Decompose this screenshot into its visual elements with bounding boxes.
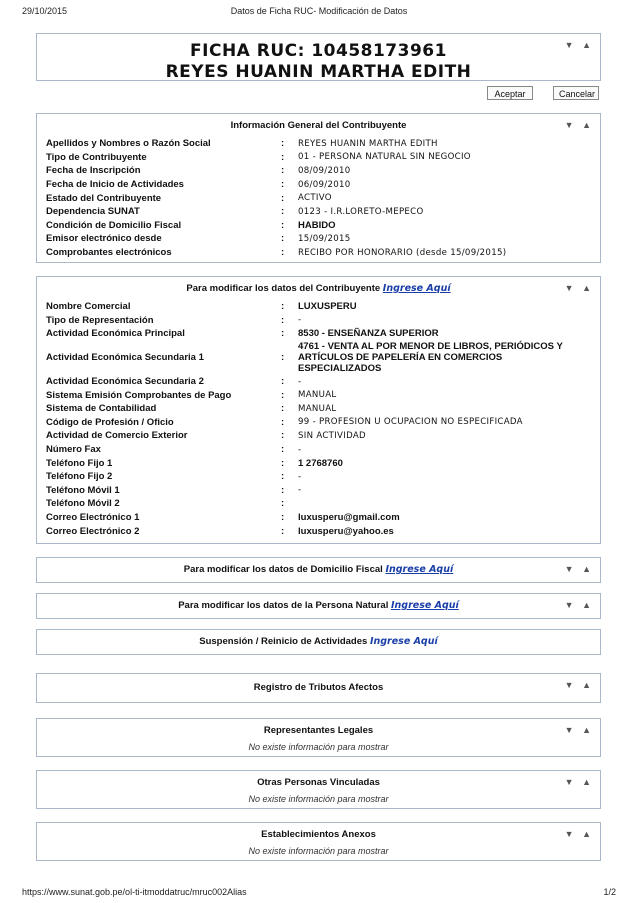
field-value: 1 2768760 <box>298 457 343 469</box>
field-separator: : <box>281 151 285 163</box>
info-row <box>46 341 568 375</box>
info-row <box>46 497 568 511</box>
suspension-panel <box>36 629 601 655</box>
field-separator: : <box>281 328 285 340</box>
general-info-table <box>46 137 568 259</box>
info-row <box>46 232 568 246</box>
field-value: 8530 - ENSEÑANZA SUPERIOR <box>298 328 439 340</box>
info-row <box>46 164 568 178</box>
domicilio-panel <box>36 557 601 583</box>
info-row <box>46 219 568 233</box>
tributos-panel <box>36 673 601 703</box>
field-separator: : <box>281 430 285 442</box>
field-value: 08/09/2010 <box>298 165 351 176</box>
field-value: ACTIVO <box>298 193 332 204</box>
field-value: LUXUSPERU <box>298 301 357 313</box>
field-value: - <box>298 485 302 496</box>
info-row <box>46 246 568 260</box>
info-row <box>46 314 568 328</box>
field-label: Teléfono Fijo 2 <box>46 471 113 483</box>
representantes-title: Representantes Legales <box>263 725 374 736</box>
info-row <box>46 416 568 430</box>
field-label: Actividad Económica Secundaria 1 <box>46 352 204 364</box>
field-label: Emisor electrónico desde <box>46 233 162 245</box>
domicilio-edit-link[interactable]: Ingrese Aquí <box>385 564 454 575</box>
vinculadas-empty-message: No existe información para mostrar <box>248 794 389 804</box>
taxpayer-name: REYES HUANIN MARTHA EDITH <box>165 62 472 82</box>
field-separator: : <box>281 512 285 524</box>
field-value: SIN ACTIVIDAD <box>298 430 366 441</box>
page-title <box>37 34 600 83</box>
collapse-expand-icon[interactable]: ▼ ▲ <box>564 120 594 130</box>
persona-natural-title <box>37 600 600 611</box>
field-label: Código de Profesión / Oficio <box>46 416 174 428</box>
persona-natural-title-text: Para modificar los datos de la Persona Natural <box>178 600 389 611</box>
info-row <box>46 300 568 314</box>
suspension-title <box>37 636 600 647</box>
collapse-expand-icon[interactable]: ▼ ▲ <box>564 600 594 610</box>
accept-button[interactable]: Aceptar <box>487 86 533 100</box>
establecimientos-empty-message: No existe información para mostrar <box>248 846 389 856</box>
info-row <box>46 429 568 443</box>
info-row <box>46 191 568 205</box>
info-row <box>46 205 568 219</box>
field-label: Actividad de Comercio Exterior <box>46 430 188 442</box>
field-label: Teléfono Móvil 2 <box>46 498 120 510</box>
field-label: Fecha de Inscripción <box>46 165 141 177</box>
field-separator: : <box>281 525 285 537</box>
field-separator: : <box>281 352 285 364</box>
info-row <box>46 327 568 341</box>
field-separator: : <box>281 498 285 510</box>
suspension-title-text: Suspensión / Reinicio de Actividades <box>199 636 368 647</box>
field-label: Apellidos y Nombres o Razón Social <box>46 138 211 150</box>
persona-natural-panel <box>36 593 601 619</box>
ruc-number: FICHA RUC: 10458173961 <box>190 41 447 61</box>
field-value: 99 - PROFESION U OCUPACION NO ESPECIFICADA <box>298 417 523 428</box>
field-value: HABIDO <box>298 219 336 231</box>
info-row <box>46 402 568 416</box>
cancel-button[interactable]: Cancelar <box>553 86 599 100</box>
field-separator: : <box>281 403 285 415</box>
field-separator: : <box>281 416 285 428</box>
field-label: Dependencia SUNAT <box>46 206 140 218</box>
field-separator: : <box>281 206 285 218</box>
field-separator: : <box>281 484 285 496</box>
general-info-title: Información General del Contribuyente <box>230 120 407 131</box>
info-row <box>46 524 568 538</box>
field-label: Comprobantes electrónicos <box>46 247 172 259</box>
field-separator: : <box>281 138 285 150</box>
info-row <box>46 375 568 389</box>
contributor-title-text: Para modificar los datos del Contribuyente <box>186 283 381 294</box>
domicilio-title <box>37 564 600 575</box>
contributor-table <box>46 300 568 538</box>
establecimientos-title: Establecimientos Anexos <box>261 829 376 840</box>
collapse-expand-icon[interactable]: ▼ ▲ <box>564 283 594 293</box>
field-label: Fecha de Inicio de Actividades <box>46 179 184 191</box>
field-label: Actividad Económica Principal <box>46 328 185 340</box>
collapse-expand-icon[interactable]: ▼ ▲ <box>564 40 594 50</box>
print-footer <box>22 887 616 899</box>
representantes-empty-message: No existe información para mostrar <box>248 742 389 752</box>
print-date: 29/10/2015 <box>22 6 68 16</box>
field-value: 06/09/2010 <box>298 179 351 190</box>
field-value <box>298 497 568 511</box>
print-url: https://www.sunat.gob.pe/ol-ti-itmoddatruc/mruc002Alias <box>22 887 247 897</box>
info-row <box>46 456 568 470</box>
field-label: Actividad Económica Secundaria 2 <box>46 376 204 388</box>
ruc-header-box <box>36 33 601 81</box>
info-row <box>46 137 568 151</box>
field-separator: : <box>281 233 285 245</box>
representantes-panel <box>36 718 601 757</box>
print-page-number: 1/2 <box>603 887 616 897</box>
vinculadas-title: Otras Personas Vinculadas <box>257 777 380 788</box>
collapse-expand-icon[interactable]: ▼ ▲ <box>564 680 594 690</box>
print-title: Datos de Ficha RUC- Modificación de Datos <box>230 6 408 16</box>
field-separator: : <box>281 219 285 231</box>
field-value: 15/09/2015 <box>298 233 351 244</box>
field-separator: : <box>281 444 285 456</box>
field-value: MANUAL <box>298 390 337 401</box>
field-separator: : <box>281 165 285 177</box>
collapse-expand-icon[interactable]: ▼ ▲ <box>564 725 594 735</box>
info-row <box>46 484 568 498</box>
field-value: - <box>298 471 302 482</box>
tributos-title: Registro de Tributos Afectos <box>253 682 384 693</box>
print-header <box>22 6 616 18</box>
field-value: 01 - PERSONA NATURAL SIN NEGOCIO <box>298 152 471 163</box>
field-label: Tipo de Contribuyente <box>46 151 147 163</box>
field-value: luxusperu@yahoo.es <box>298 525 394 537</box>
field-value: REYES HUANIN MARTHA EDITH <box>298 138 438 149</box>
persona-natural-edit-link[interactable]: Ingrese Aquí <box>390 600 459 611</box>
field-label: Sistema Emisión Comprobantes de Pago <box>46 389 232 401</box>
field-label: Estado del Contribuyente <box>46 192 162 204</box>
info-row <box>46 470 568 484</box>
field-label: Correo Electrónico 2 <box>46 525 140 537</box>
field-separator: : <box>281 314 285 326</box>
establecimientos-panel <box>36 822 601 861</box>
field-value: - <box>298 376 302 387</box>
field-value: RECIBO POR HONORARIO (desde 15/09/2015) <box>298 247 507 258</box>
info-row <box>46 151 568 165</box>
collapse-expand-icon[interactable]: ▼ ▲ <box>564 564 594 574</box>
field-label: Número Fax <box>46 444 101 456</box>
field-value: luxusperu@gmail.com <box>298 512 400 524</box>
general-info-panel <box>36 113 601 263</box>
field-value: - <box>298 444 302 455</box>
field-label: Condición de Domicilio Fiscal <box>46 219 182 231</box>
collapse-expand-icon[interactable]: ▼ ▲ <box>564 777 594 787</box>
field-value: 0123 - I.R.LORETO-MEPECO <box>298 206 424 217</box>
suspension-edit-link[interactable]: Ingrese Aquí <box>369 636 438 647</box>
domicilio-title-text: Para modificar los datos de Domicilio Fiscal <box>183 564 383 575</box>
contributor-panel <box>36 276 601 544</box>
field-value: MANUAL <box>298 403 337 414</box>
field-label: Teléfono Fijo 1 <box>46 457 113 469</box>
vinculadas-panel <box>36 770 601 809</box>
field-separator: : <box>281 457 285 469</box>
contributor-title <box>37 283 600 294</box>
field-label: Tipo de Representación <box>46 314 154 326</box>
field-separator: : <box>281 247 285 259</box>
info-row <box>46 443 568 457</box>
info-row <box>46 178 568 192</box>
field-label: Teléfono Móvil 1 <box>46 484 120 496</box>
field-separator: : <box>281 471 285 483</box>
info-row <box>46 511 568 525</box>
field-value: - <box>298 315 302 326</box>
field-value: 4761 - VENTA AL POR MENOR DE LIBROS, PERIÓDICOS Y ARTÍCULOS DE PAPELERÍA EN COMERCIOS ESPECIALIZADOS <box>298 341 563 375</box>
field-separator: : <box>281 179 285 191</box>
field-label: Correo Electrónico 1 <box>46 512 140 524</box>
field-separator: : <box>281 192 285 204</box>
field-separator: : <box>281 389 285 401</box>
field-label: Nombre Comercial <box>46 301 131 313</box>
field-separator: : <box>281 376 285 388</box>
collapse-expand-icon[interactable]: ▼ ▲ <box>564 829 594 839</box>
field-label: Sistema de Contabilidad <box>46 403 157 415</box>
contributor-edit-link[interactable]: Ingrese Aquí <box>382 283 451 294</box>
field-separator: : <box>281 301 285 313</box>
info-row <box>46 388 568 402</box>
